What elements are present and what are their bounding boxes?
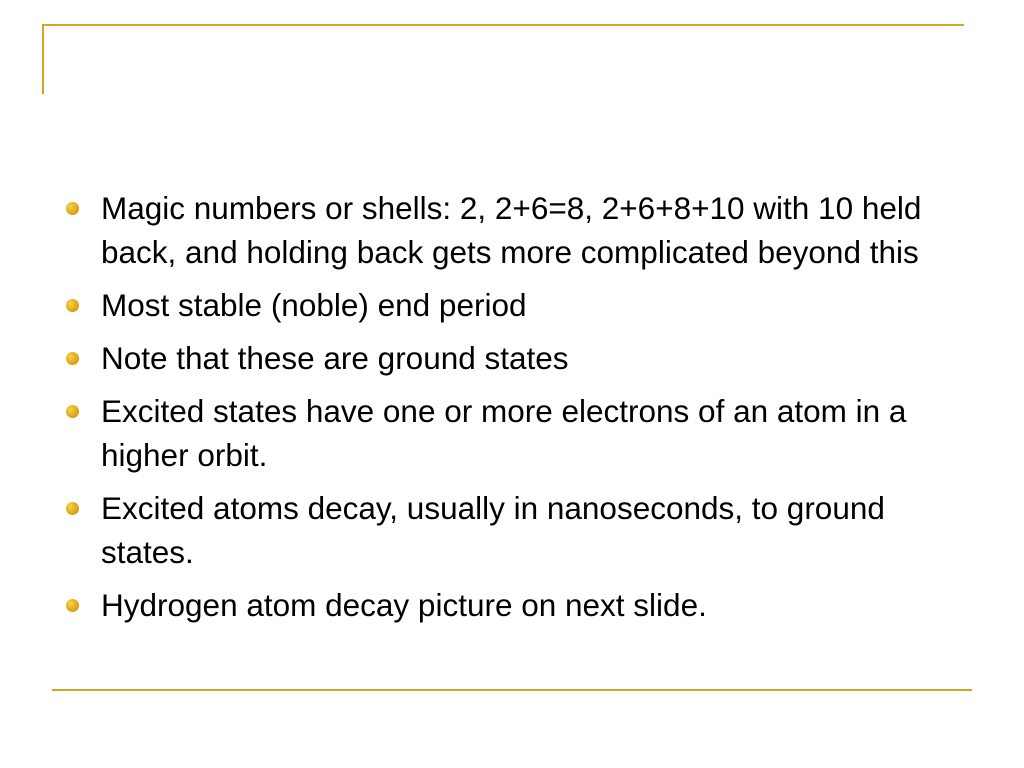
- bullet-item: [64, 336, 964, 380]
- bullet-text: Excited states have one or more electrons of an atom in a higher orbit.: [101, 393, 907, 473]
- bullet-dot-icon: [66, 202, 79, 215]
- bullet-dot-icon: [66, 502, 79, 515]
- bullet-dot-icon: [66, 405, 79, 418]
- frame-bottom-rule: [52, 689, 972, 691]
- bullet-item: [64, 486, 964, 574]
- bullet-text: Magic numbers or shells: 2, 2+6=8, 2+6+8+10 with 10 held back, and holding back gets more complicated beyond this: [101, 190, 922, 270]
- bullet-dot-icon: [66, 352, 79, 365]
- bullet-item: [64, 186, 964, 274]
- bullet-text: Most stable (noble) end period: [101, 287, 527, 323]
- bullet-list: [64, 186, 964, 636]
- bullet-dot-icon: [66, 599, 79, 612]
- bullet-text: Excited atoms decay, usually in nanoseconds, to ground states.: [101, 490, 885, 570]
- bullet-text: Hydrogen atom decay picture on next slide.: [101, 587, 707, 623]
- bullet-item: [64, 283, 964, 327]
- bullet-dot-icon: [66, 299, 79, 312]
- bullet-item: [64, 389, 964, 477]
- frame-left-rule: [42, 24, 44, 94]
- frame-top-rule: [42, 24, 964, 26]
- bullet-text: Note that these are ground states: [101, 340, 569, 376]
- bullet-item: [64, 583, 964, 627]
